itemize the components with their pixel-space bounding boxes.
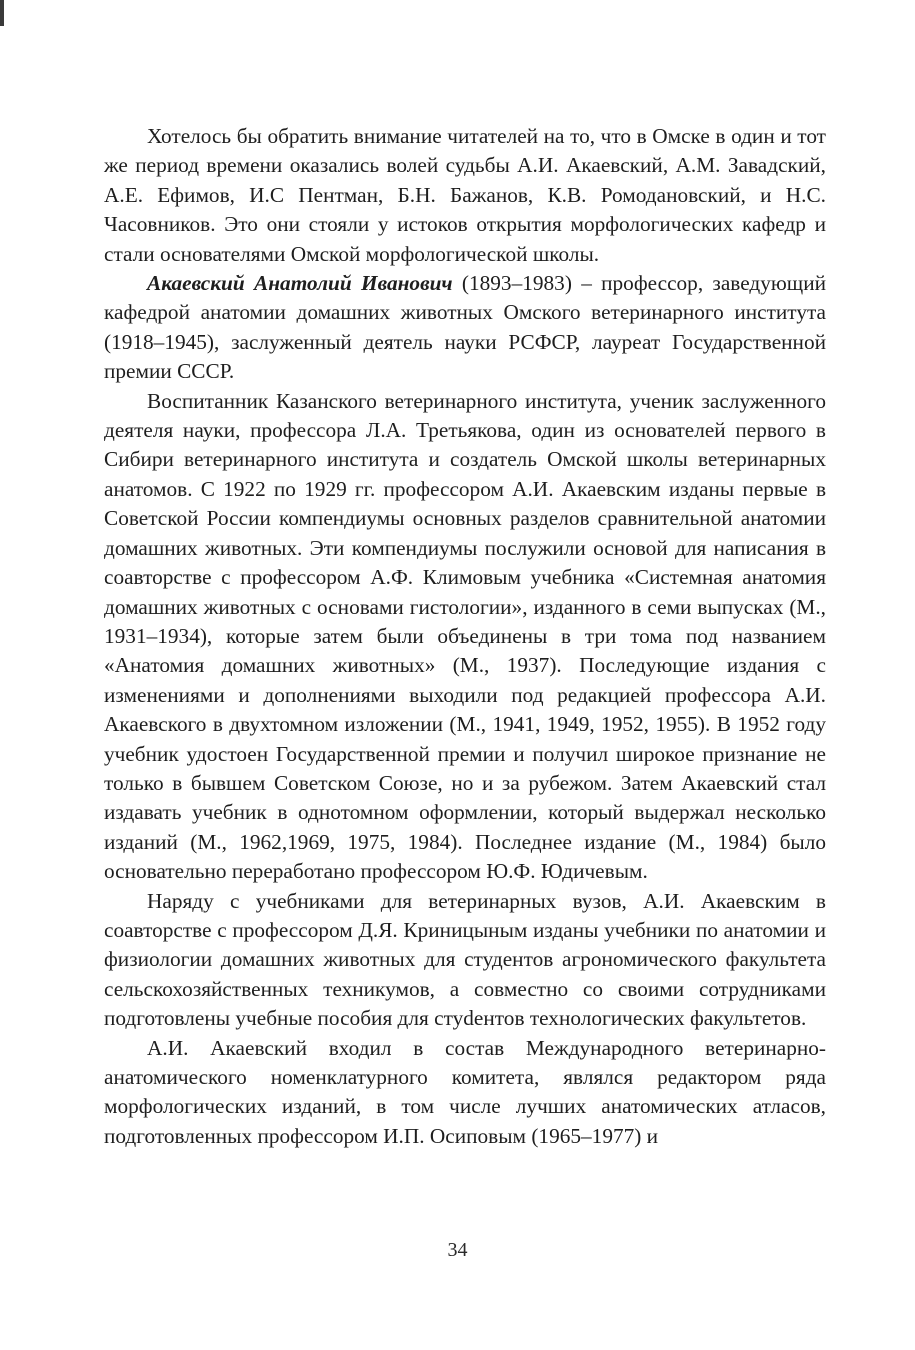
author-name: Акаевский Анатолий Иванович [147,271,453,296]
paragraph-education: Воспитанник Казанского ветеринарного института, ученик заслуженного деятеля науки, профессора Л.А. Третьякова, один из основателей первого в Сибири ветеринарного института и создатель Омской школы ветеринарных анатомов. С 1922 по 1929 гг. профессором А.И. Акаевским изданы первые в Советской России компендиумы основных разделов сравнительной анатомии домашних животных. Эти компендиумы послужили основой для написания в соавторстве с профессором А.Ф. Климовым учебника «Системная анатомия домашних животных с основами гистологии», изданного в семи выпусках (М., 1931–1934), которые затем были объединены в три тома под названием «Анатомия домашних животных» (М., 1937). Последующие издания с изменениями и дополнениями выходили под редакцией профессора А.И. Акаевского в двухтомном изложении (М., 1941, 1949, 1952, 1955). В 1952 году учебник удостоен Государственной премии и получил широкое признание не только в бывшем Советском Союзе, но и за рубежом. Затем Акаевский стал издавать учебник в однотомном оформлении, который выдержал несколько изданий (М., 1962,1969, 1975, 1984). Последнее издание (М., 1984) было основательно переработано профессором Ю.Ф. Юдичевым. [104,388,826,884]
body-text [104,122,826,1151]
page-number: 34 [447,1239,468,1261]
scan-edge-mark [0,0,4,26]
paragraph-textbooks: Наряду с учебниками для ветеринарных вузов, А.И. Акаевским в соавторстве с профессором Д.Я. Криницыным изданы учебники по анатомии и физиологии домашних животных для студентов агрономического факультета сельскохозяйственных техникумов, а совместно со своими сотрудниками подготовлены учебные пособия для стуdентов технологических факультетов. [104,888,826,1031]
paragraph-committee: А.И. Акаевский входил в состав Международного ветеринарно-анатомического номенклатурного комитета, являлся редактором ряда морфологических изданий, в том числе лучших анатомических атласов, подготовленных профессором И.П. Осиповым (1965–1977) и [104,1035,826,1148]
paragraph-biography [104,269,826,387]
paragraph-intro: Хотелось бы обратить внимание читателей на то, что в Омске в один и тот же период времени оказались волей судьбы А.И. Акаевский, А.М. Завадский, А.Е. Ефимов, И.С Пентман, Б.Н. Бажанов, К.В. Ромодановский, и Н.С. Часовников. Это они стояли у истоков открытия морфологических кафедр и стали основателями Омской морфологической школы. [104,124,826,266]
author-summary: (1893–1983) – профессор, заведующий кафедрой анатомии домашних животных Омского ветеринарного института (1918–1945), заслуженный деятель науки РСФСР, лауреат Государственной премии СССР. [104,271,826,384]
